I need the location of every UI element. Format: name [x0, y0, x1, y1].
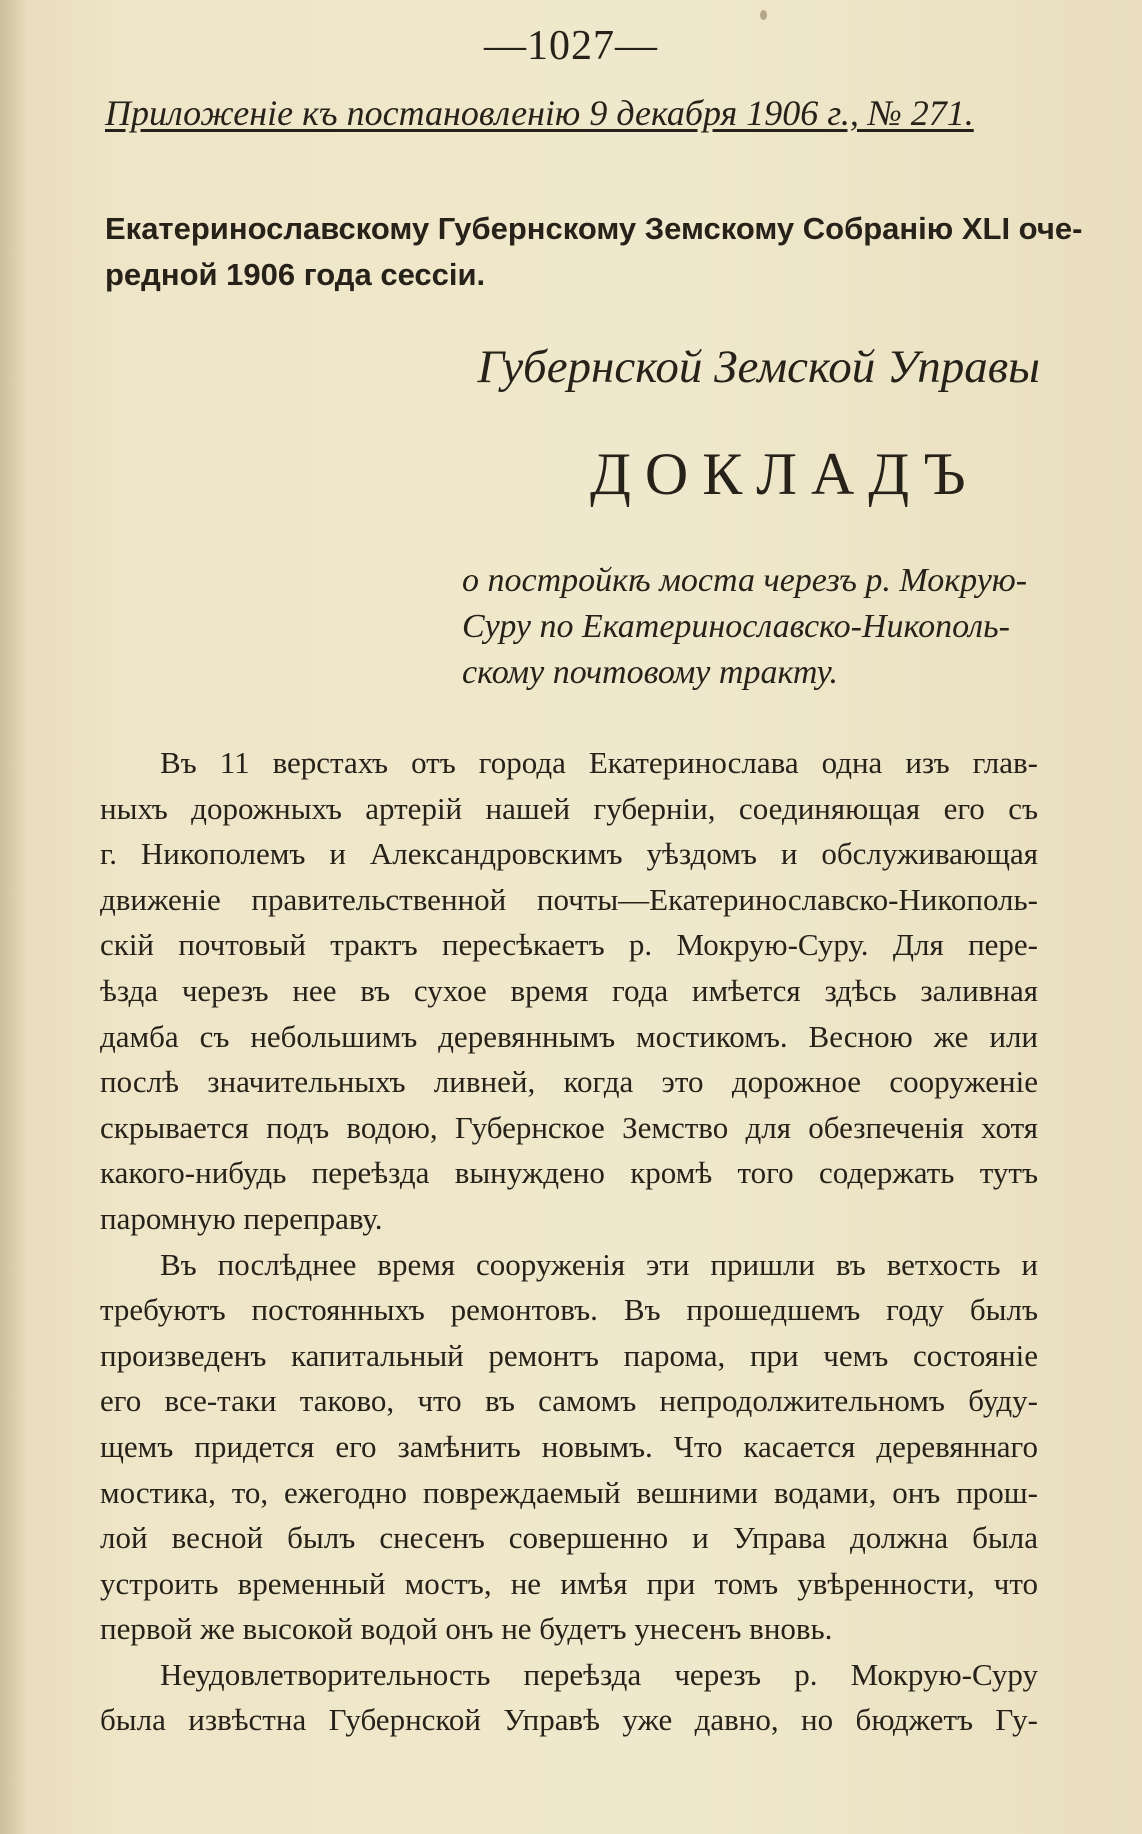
- text-line: щемъ придется его замѣнить новымъ. Что касается деревяннаго: [100, 1428, 1038, 1464]
- paragraph-3: [100, 1652, 1038, 1743]
- subject-block: [462, 558, 1052, 696]
- body-text: [100, 740, 1038, 1743]
- authority-heading: Губернской Земской Управы: [477, 341, 1040, 393]
- text-line: какого-нибудь переѣзда вынуждено кромѣ того содержать тутъ: [100, 1155, 1038, 1191]
- text-line: произведенъ капитальный ремонтъ парома, при чемъ состояніе: [100, 1337, 1038, 1373]
- page-number: —1027—: [484, 23, 658, 69]
- text-line: была извѣстна Губернской Управѣ уже давно, но бюджетъ Гу-: [100, 1702, 1038, 1738]
- text-line: движеніе правительственной почты—Екатеринославско-Никополь-: [100, 881, 1038, 917]
- subject-line: Суру по Екатеринославско-Никополь-: [462, 608, 1010, 645]
- page-edge-shadow: [0, 0, 28, 1834]
- text-line: Въ послѣднее время сооруженія эти пришли въ ветхость и: [160, 1246, 1038, 1282]
- addressee-line: редной 1906 года сессіи.: [105, 257, 486, 292]
- ink-stain: [760, 10, 767, 20]
- text-line: Въ 11 верстахъ отъ города Екатеринослава одна изъ глав-: [160, 745, 1038, 780]
- appendix-line: Приложеніе къ постановленію 9 декабря 1906 г., № 271.: [105, 93, 974, 133]
- text-line: паромную переправу.: [100, 1200, 383, 1236]
- text-line: требуютъ постоянныхъ ремонтовъ. Въ прошедшемъ году былъ: [100, 1292, 1038, 1328]
- subject-line: скому почтовому тракту.: [462, 654, 839, 691]
- text-line: лой весной былъ снесенъ совершенно и Управа должна была: [100, 1520, 1038, 1556]
- text-line: дамба съ небольшимъ деревяннымъ мостикомъ. Весною же или: [100, 1018, 1038, 1054]
- paragraph-2: [100, 1242, 1038, 1652]
- text-line: скій почтовый трактъ пересѣкаетъ р. Мокрую-Суру. Для пере-: [100, 927, 1038, 963]
- text-line: мостика, то, ежегодно повреждаемый вешними водами, онъ прош-: [100, 1474, 1038, 1510]
- subject-line: о постройкѣ моста черезъ р. Мокрую-: [462, 562, 1028, 599]
- text-line: послѣ значительныхъ ливней, когда это дорожное сооруженіе: [100, 1064, 1038, 1100]
- text-line: его все-таки таково, что въ самомъ непродолжительномъ буду-: [100, 1383, 1038, 1419]
- paragraph-1: [100, 740, 1038, 1242]
- addressee-heading: [105, 206, 1083, 298]
- text-line: первой же высокой водой онъ не будетъ унесенъ вновь.: [100, 1611, 833, 1647]
- text-line: скрывается подъ водою, Губернское Земство для обезпеченія хотя: [100, 1109, 1038, 1145]
- text-line: ныхъ дорожныхъ артерій нашей губерніи, соединяющая его съ: [100, 790, 1038, 826]
- text-line: г. Никополемъ и Александровскимъ уѣздомъ и обслуживающая: [100, 836, 1038, 872]
- text-line: устроить временный мостъ, не имѣя при томъ увѣренности, что: [100, 1565, 1038, 1601]
- text-line: Неудовлетворительность переѣзда черезъ р. Мокрую-Суру: [160, 1656, 1038, 1692]
- addressee-line: Екатеринославскому Губернскому Земскому Собранію XLI оче-: [105, 211, 1083, 246]
- text-line: ѣзда черезъ нее въ сухое время года имѣется здѣсь заливная: [100, 972, 1038, 1008]
- document-title: ДОКЛАДЪ: [590, 441, 980, 507]
